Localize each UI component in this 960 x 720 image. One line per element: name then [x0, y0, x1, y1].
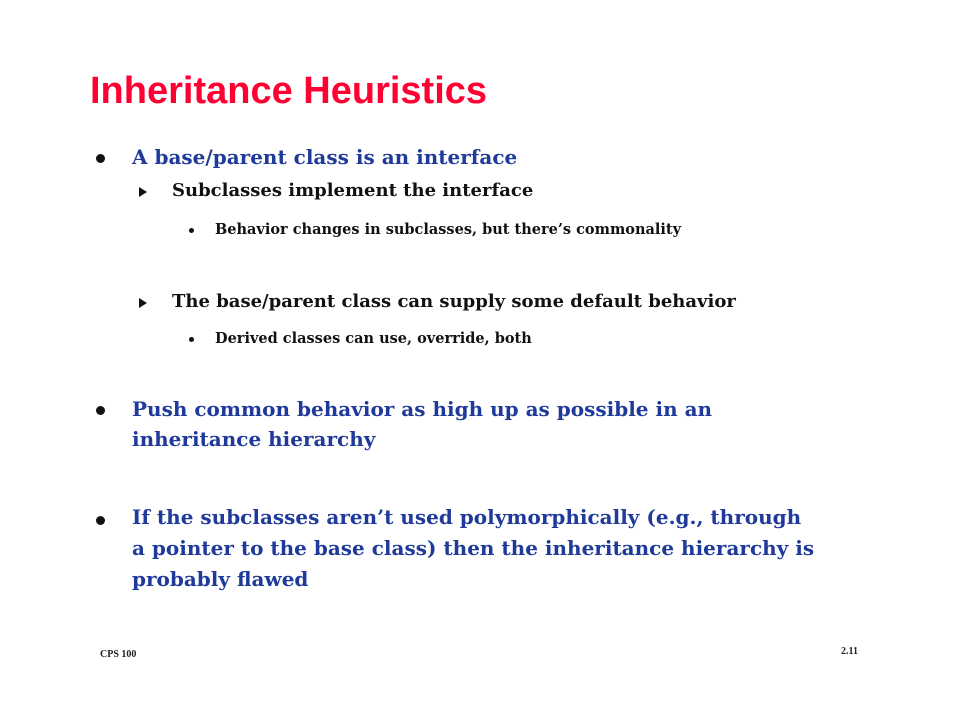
bullet-dot-icon — [96, 154, 105, 163]
bullet-text-line: a pointer to the base class) then the inheritance hierarchy is — [132, 536, 815, 560]
sub-bullet-text: Subclasses implement the interface — [172, 180, 534, 201]
course-label: CPS 100 — [100, 649, 137, 660]
arrow-bullet-icon — [139, 187, 147, 197]
small-bullet-icon — [189, 337, 194, 342]
sub-bullet-text: The base/parent class can supply some default behavior — [172, 291, 736, 312]
bullet-text-line: If the subclasses aren’t used polymorphically (e.g., through — [132, 505, 802, 529]
sub-sub-bullet-text: Behavior changes in subclasses, but there’s commonality — [215, 221, 682, 238]
page-number: 2.11 — [841, 646, 858, 657]
bullet-dot-icon — [96, 516, 105, 525]
slide-title: Inheritance Heuristics — [90, 70, 488, 112]
bullet-dot-icon — [96, 406, 105, 415]
bullet-text: A base/parent class is an interface — [132, 145, 518, 169]
sub-sub-bullet-text: Derived classes can use, override, both — [215, 330, 532, 347]
bullet-text-line: probably flawed — [132, 567, 309, 591]
bullet-text-line: Push common behavior as high up as possible in an — [132, 397, 713, 421]
small-bullet-icon — [189, 228, 194, 233]
arrow-bullet-icon — [139, 298, 147, 308]
bullet-text-line: inheritance hierarchy — [132, 427, 376, 451]
